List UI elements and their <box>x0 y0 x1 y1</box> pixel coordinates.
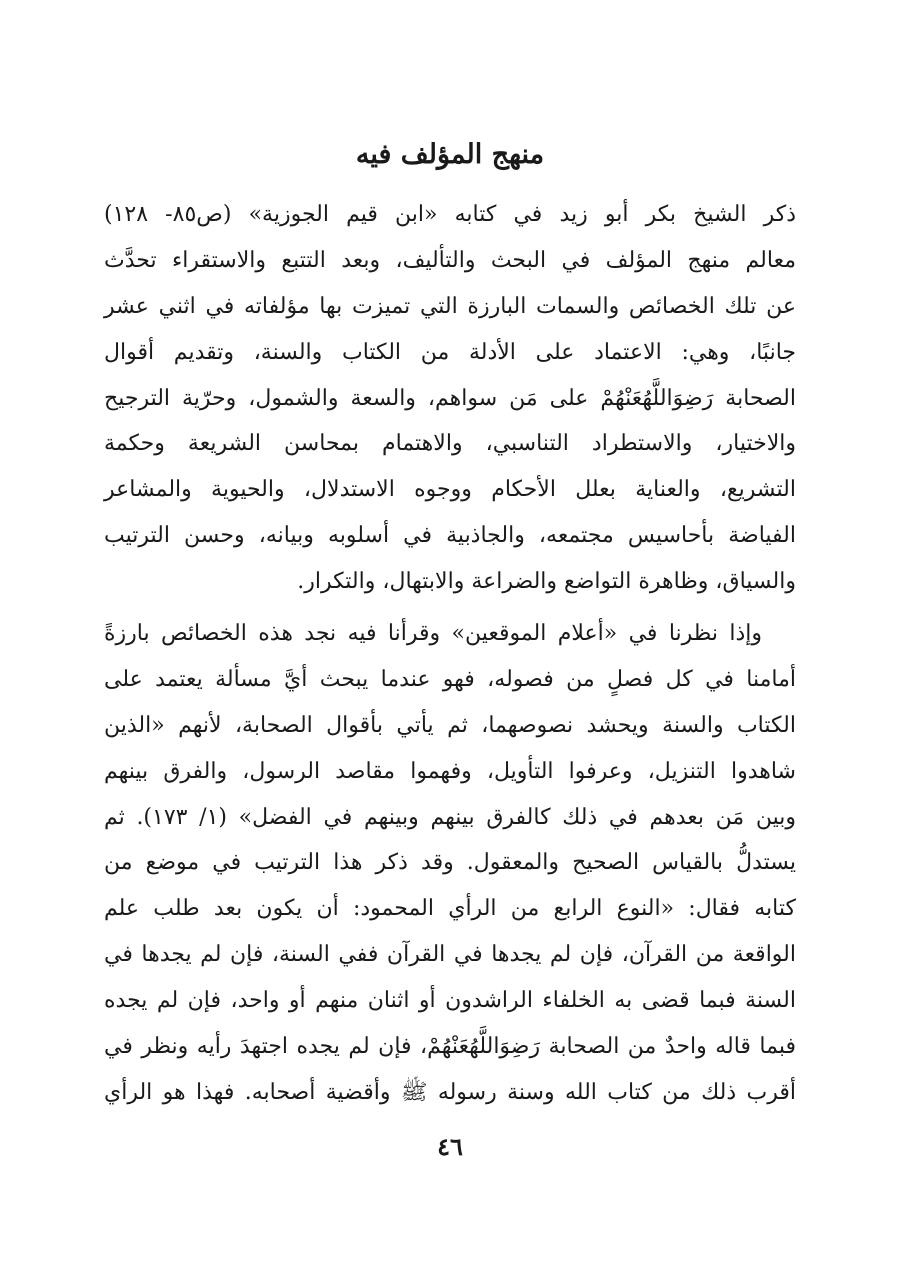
text-line: شاهدوا التنزيل، وعرفوا التأويل، وفهموا مقاصد الرسول، والفرق بينهم <box>104 758 796 784</box>
text-line: كتابه فقال: «النوع الرابع من الرأي المحمود: أن يكون بعد طلب علم <box>104 896 796 922</box>
text-line: ذكر الشيخ بكر أبو زيد في كتابه «ابن قيم الجوزية» (ص٨٥- ١٢٨) <box>104 202 796 227</box>
section-heading: منهج المؤلف فيه <box>355 139 545 170</box>
text-line: معالم منهج المؤلف في البحث والتأليف، وبعد التتبع والاستقراء تحدَّث <box>104 247 796 273</box>
text-line: وإذا نظرنا في «أعلام الموقعين» وقرأنا فيه نجد هذه الخصائص بارزةً <box>104 621 762 647</box>
text-line: أقرب ذلك من كتاب الله وسنة رسوله ﷺ وأقضية أصحابه. فهذا هو الرأي <box>104 1079 796 1105</box>
text-line: جانبًا، وهي: الاعتماد على الأدلة من الكتاب والسنة، وتقديم أقوال <box>104 339 796 365</box>
text-line: التشريع، والعناية بعلل الأحكام ووجوه الاستدلال، والحيوية والمشاعر <box>104 477 796 503</box>
text-line: فبما قاله واحدٌ من الصحابة رَضِوَاللَّهُعَنْهُمْ، فإن لم يجده اجتهدَ رأيه ونظر في <box>104 1034 796 1060</box>
text-line: أمامنا في كل فصلٍ من فصوله، فهو عندما يبحث أيَّ مسألة يعتمد على <box>104 666 796 692</box>
text-line: الصحابة رَضِوَاللَّهُعَنْهُمْ على مَن سواهم، والسعة والشمول، وحرّية الترجيح <box>104 385 796 411</box>
text-line: والسياق، وظاهرة التواضع والضراعة والابتهال، والتكرار. <box>297 569 796 595</box>
text-line: والاختيار، والاستطراد التناسبي، والاهتمام بمحاسن الشريعة وحكمة <box>104 431 796 457</box>
text-line: السنة فبما قضى به الخلفاء الراشدون أو اثنان منهم أو واحد، فإن لم يجده <box>104 988 796 1014</box>
text-line: الواقعة من القرآن، فإن لم يجدها في القرآن ففي السنة، فإن لم يجدها في <box>104 942 796 968</box>
text-line: الكتاب والسنة ويحشد نصوصهما، ثم يأتي بأقوال الصحابة، لأنهم «الذين <box>104 712 796 738</box>
body-text <box>104 192 796 1116</box>
text-line: وبين مَن بعدهم في ذلك كالفرق بينهم وبينهم في الفضل» (١/ ١٧٣). ثم <box>104 804 796 830</box>
text-line: يستدلُّ بالقياس الصحيح والمعقول. وقد ذكر هذا الترتيب في موضع من <box>104 850 796 876</box>
text-line: الفياضة بأحاسيس مجتمعه، والجاذبية في أسلوبه وبيانه، وحسن الترتيب <box>104 523 796 549</box>
text-line: عن تلك الخصائص والسمات البارزة التي تميزت بها مؤلفاته في اثني عشر <box>104 293 796 319</box>
page-number: ٤٦ <box>437 1132 463 1161</box>
